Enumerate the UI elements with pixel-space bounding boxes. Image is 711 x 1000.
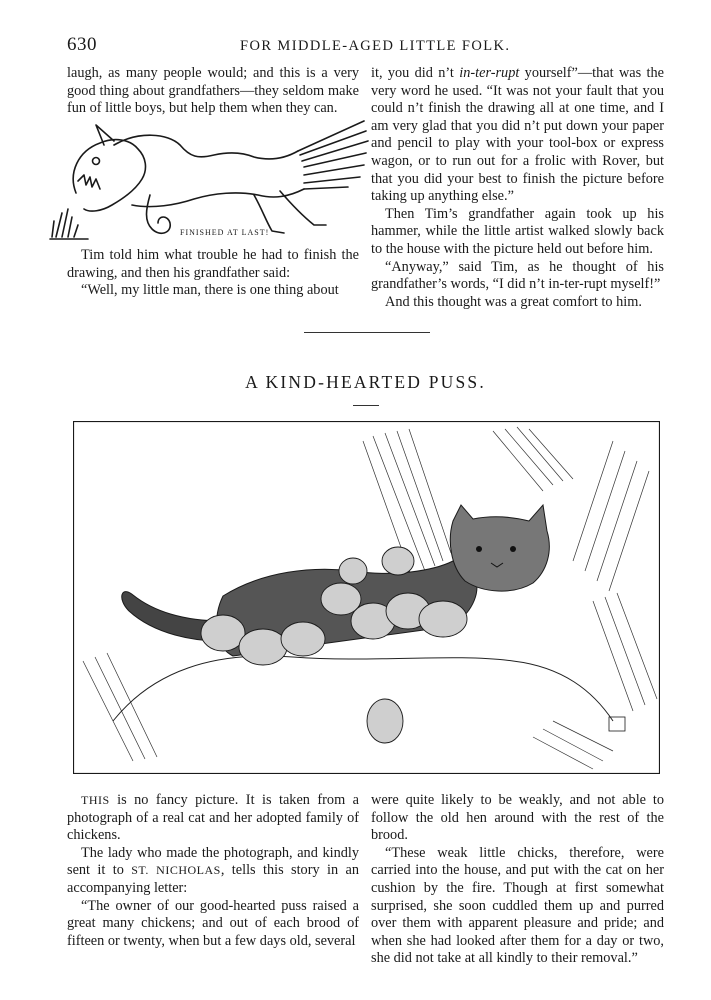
paragraph: were quite likely to be weakly, and not able to follow the old hen around with the rest of the brood. bbox=[371, 792, 664, 844]
title-underline bbox=[353, 405, 379, 406]
text-run: is no fancy picture. It is taken from a photograph of a real cat and her adopted family of chickens. bbox=[67, 792, 359, 844]
paragraph: Then Tim’s grandfather again took up his hammer, while the little artist walked slowly back to the house with the picture held out before him. bbox=[371, 205, 664, 257]
paragraph: “The owner of our good-hearted puss raised a great many chickens; and out of each brood of fifteen or twenty, when but a few days old, several bbox=[67, 897, 359, 949]
paragraph: And this thought was a great comfort to him. bbox=[385, 293, 642, 310]
upper-left-text-bottom bbox=[67, 247, 359, 300]
upper-right-text bbox=[371, 65, 664, 311]
paragraph: “Well, my little man, there is one thing about bbox=[81, 282, 339, 299]
paragraph bbox=[371, 65, 664, 206]
article-title: A KIND-HEARTED PUSS. bbox=[245, 372, 486, 392]
paragraph bbox=[67, 845, 359, 898]
text-run: it, you did n’t bbox=[371, 65, 460, 81]
paragraph: Tim told him what trouble he had to finish the drawing, and then his grandfather said: bbox=[67, 247, 359, 281]
text-run: yourself”—that was the very word he used. “It was not your fault that you could n’t finish the drawing all at one time, and I am very glad that you did n’t put down your paper and pencil to play with your tool-box or express wagon, or to run out for a frolic with Rover, but that you did your best to finish the picture before taking up anything else.” bbox=[371, 65, 664, 205]
magazine-name: ST. NICHOLAS bbox=[131, 863, 221, 878]
paragraph: “These weak little chicks, therefore, were carried into the house, and put with the cat on her cushion by the fire. Though at first somewhat surprised, she soon cuddled them up and purred over them with apparent pleasure and pride; and when she had looked after them for a day or two, she did not take at all kindly to their removal.” bbox=[371, 844, 664, 967]
running-title: FOR MIDDLE-AGED LITTLE FOLK. bbox=[240, 38, 511, 54]
section-divider bbox=[304, 332, 430, 333]
small-caps-word: THIS bbox=[81, 793, 110, 807]
page-number: 630 bbox=[67, 34, 97, 55]
paragraph bbox=[67, 792, 359, 845]
article-left-column bbox=[67, 792, 359, 950]
text-run: , tells this story in an accompanying letter: bbox=[67, 862, 359, 896]
paragraph: laugh, as many people would; and this is a very good thing about grandfathers—they seldom make fun of little boys, but help them when they can. bbox=[67, 65, 359, 117]
upper-left-text-top bbox=[67, 65, 359, 118]
paragraph: “Anyway,” said Tim, as he thought of his grandfather’s words, “I did n’t in-ter-rupt myself!” bbox=[371, 258, 664, 293]
text-run: The lady who made the photograph, and kindly sent it to bbox=[67, 844, 359, 879]
emphasis-word: in-ter-rupt bbox=[459, 65, 520, 81]
cat-with-chicks-illustration bbox=[73, 421, 660, 774]
childs-drawing-illustration bbox=[48, 113, 370, 247]
drawing-caption: FINISHED AT LAST! bbox=[180, 228, 270, 237]
article-right-column bbox=[371, 792, 664, 968]
